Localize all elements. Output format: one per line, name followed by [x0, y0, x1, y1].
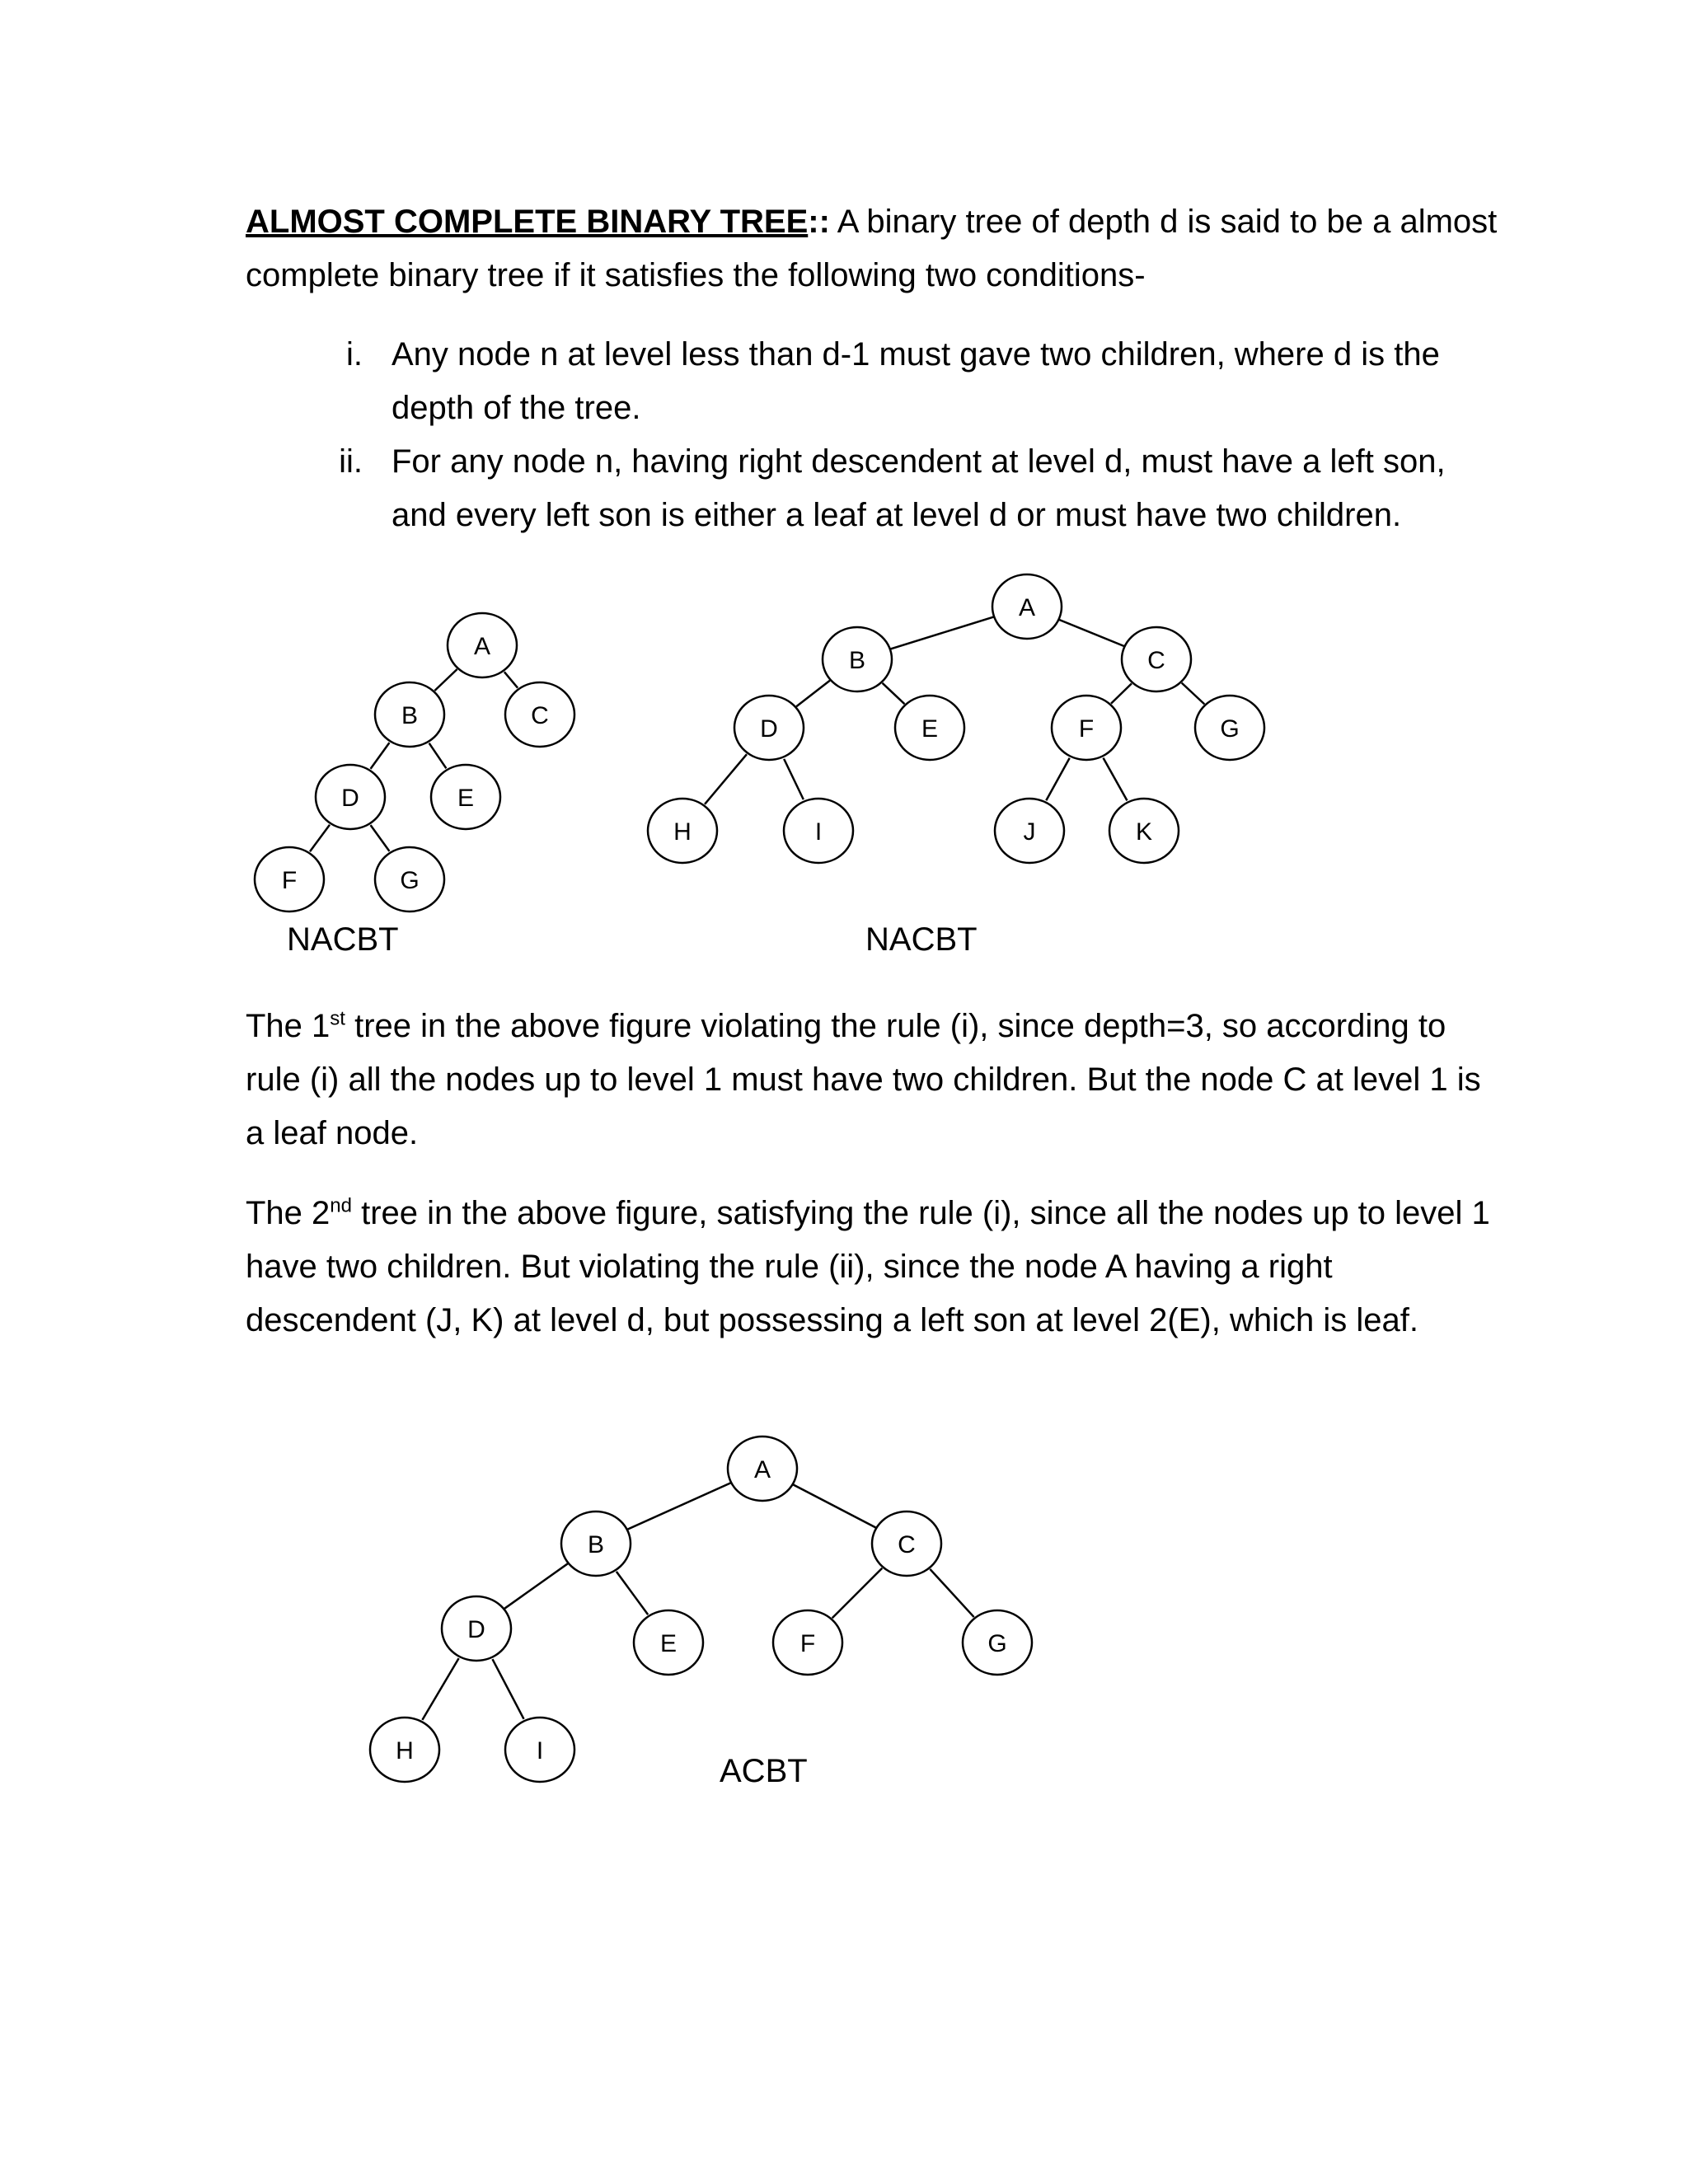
tree-node-label-a: A	[473, 633, 491, 660]
p2-pre: The 2	[246, 1195, 331, 1231]
tree-edge-f-j	[1046, 758, 1069, 800]
tree-node-label-g: G	[1220, 715, 1240, 743]
p1-post: tree in the above figure violating the rule (i), since depth=3, so according to rule (i) all the nodes up to level 1 must have two children. But the node C at level 1 is a leaf node.	[246, 1008, 1481, 1151]
tree-edge-b-e	[429, 743, 447, 769]
figure-2-caption: NACBT	[865, 921, 978, 958]
tree-node-label-c: C	[531, 702, 549, 729]
p1-sup: st	[330, 1007, 345, 1030]
p1-pre: The 1	[246, 1008, 331, 1044]
tree-edge-d-i	[492, 1659, 523, 1719]
tree-node-label-i: I	[814, 818, 823, 846]
tree-edge-b-d	[796, 681, 830, 707]
tree-edge-c-g	[930, 1569, 973, 1617]
tree-edge-a-b	[627, 1483, 730, 1529]
figure-1-caption: NACBT	[287, 921, 399, 958]
tree-edge-d-i	[784, 759, 804, 799]
tree-edge-a-b	[890, 616, 994, 649]
tree-node-label-a: A	[1018, 594, 1036, 621]
rule-i-number: i.	[346, 336, 363, 373]
explanation-paragraph-1	[246, 1000, 1498, 1160]
tree-node-label-f: F	[1078, 715, 1095, 743]
tree-figure-1	[255, 613, 574, 912]
rule-ii-number: ii.	[339, 443, 363, 480]
tree-edge-b-d	[504, 1563, 568, 1608]
tree-node-label-h: H	[673, 818, 692, 846]
explanation-paragraph-2	[246, 1187, 1498, 1347]
tree-edge-c-g	[1182, 683, 1205, 705]
tree-edge-d-h	[705, 754, 747, 804]
tree-edge-a-c	[504, 672, 518, 687]
tree-node-label-d: D	[760, 715, 778, 743]
tree-node-label-g: G	[987, 1630, 1007, 1657]
tree-node-label-b: B	[401, 702, 419, 729]
figure-3-caption: ACBT	[720, 1753, 808, 1789]
tree-node-label-b: B	[848, 647, 866, 674]
tree-edge-b-e	[617, 1572, 648, 1615]
tree-edge-a-c	[793, 1484, 875, 1527]
rule-i-text: Any node n at level less than d-1 must gave two children, where d is the depth of the tree.	[392, 336, 1440, 426]
tree-node-label-h: H	[396, 1737, 414, 1765]
tree-node-label-i: I	[536, 1737, 544, 1765]
tree-node-label-c: C	[898, 1531, 916, 1558]
tree-node-label-k: K	[1135, 818, 1153, 846]
tree-node-label-d: D	[341, 785, 359, 812]
heading-separator: ::	[808, 204, 830, 240]
tree-edge-d-h	[422, 1658, 458, 1720]
tree-node-label-e: E	[659, 1630, 678, 1657]
tree-node-label-a: A	[753, 1456, 771, 1483]
tree-edge-b-d	[371, 743, 390, 769]
tree-node-label-d: D	[467, 1616, 485, 1643]
rule-ii-text: For any node n, having right descendent at level d, must have a left son, and every left son is either a leaf at level d or must have two children.	[392, 443, 1446, 533]
tree-edge-a-b	[434, 669, 457, 691]
tree-edge-b-e	[883, 683, 905, 704]
p2-sup: nd	[330, 1194, 352, 1217]
tree-node-label-e: E	[921, 715, 939, 743]
tree-node-label-e: E	[457, 785, 475, 812]
tree-node-label-f: F	[799, 1630, 816, 1657]
tree-node-label-c: C	[1147, 647, 1165, 674]
tree-edge-a-c	[1059, 620, 1124, 646]
p2-post: tree in the above figure, satisfying the rule (i), since all the nodes up to level 1 have two children. But violating the rule (ii), since the node A having a right descendent (J, K) at level d, but possessing a left son at level 2(E), which is leaf.	[246, 1195, 1490, 1338]
tree-node-label-g: G	[400, 867, 420, 894]
tree-edge-d-g	[371, 825, 390, 851]
tree-edge-c-f	[1111, 683, 1132, 703]
section-heading: ALMOST COMPLETE BINARY TREE	[246, 204, 809, 240]
tree-edge-c-f	[832, 1568, 883, 1619]
intro-text: A binary tree of depth d is said to be a almost complete binary tree if it satisfies the following two conditions-	[246, 204, 1498, 293]
tree-figure-3	[370, 1436, 1032, 1782]
tree-node-label-j: J	[1023, 818, 1036, 846]
tree-edge-d-f	[310, 825, 330, 851]
tree-figure-2	[648, 574, 1264, 863]
tree-edge-f-k	[1104, 758, 1128, 801]
tree-node-label-b: B	[587, 1531, 605, 1558]
tree-node-label-f: F	[281, 867, 298, 894]
